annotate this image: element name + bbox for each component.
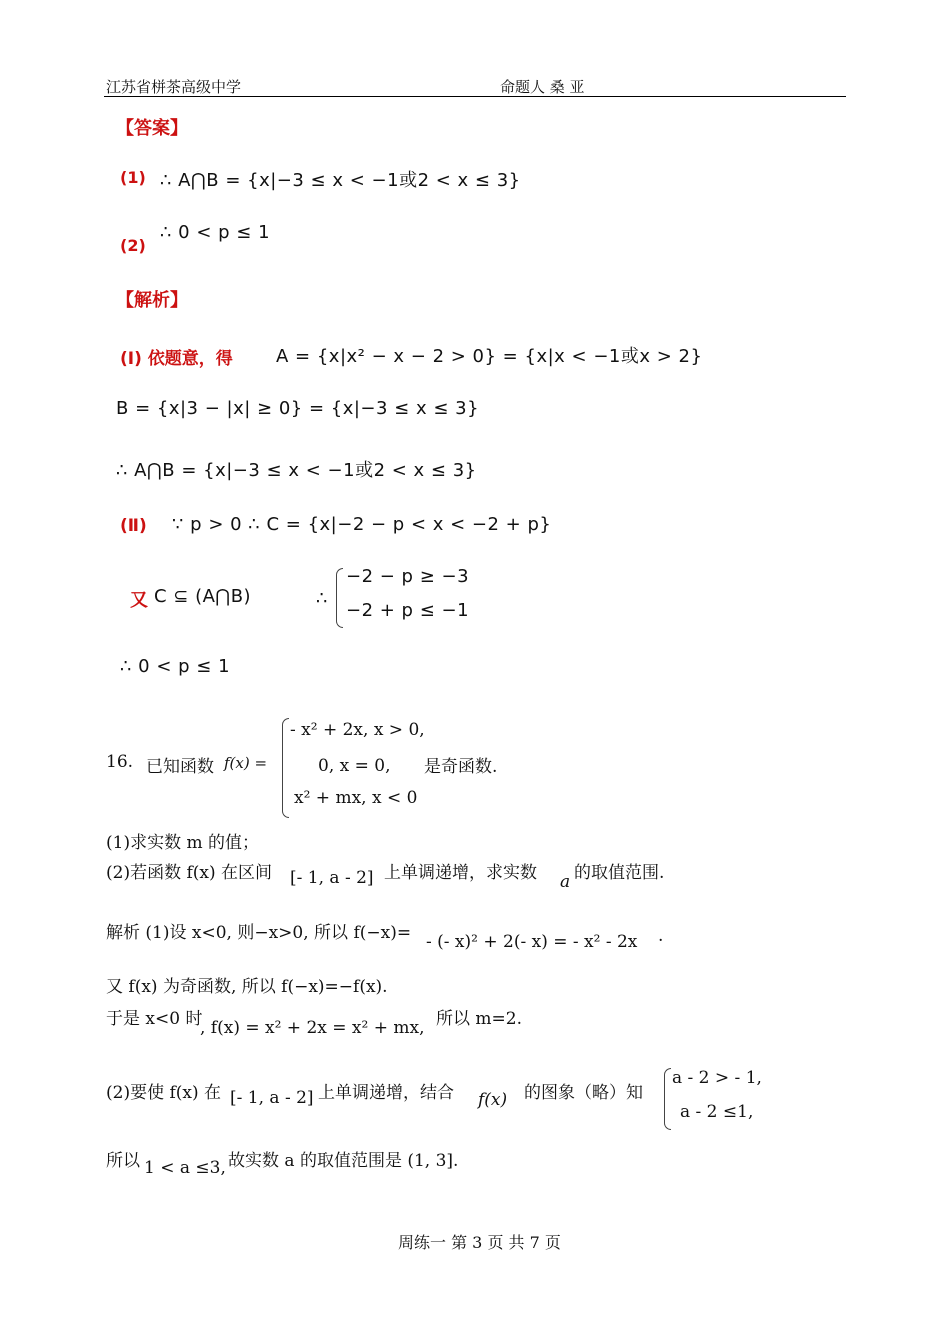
solution-line4-interval: [- 1, a - 2] [230,1088,314,1108]
q16-number: 16. [106,752,134,772]
solution-cond2: a - 2 ≤1, [680,1102,754,1122]
q16-sub2-a: (2)若函数 f(x) 在区间 [106,863,273,883]
solution-line3-c: 所以 m=2. [436,1009,522,1029]
solution-line1-dot: . [658,926,664,946]
solution-line4-b: 上单调递增，结合 [318,1083,454,1103]
solution-line4-fx: f(x) [478,1090,508,1110]
q16-sub1: (1)求实数 m 的值； [106,833,260,853]
analysis-part2-expr: ∵ p > 0 ∴ C = {x|−2 − p < x < −2 + p} [172,514,552,535]
analysis-also-expr: C ⊆ (A⋂B) [154,586,252,607]
solution-cond1: a - 2 > - 1, [672,1068,762,1088]
header-author: 命题人 桑 亚 [500,78,585,96]
piecewise-brace [282,718,289,818]
q16-sub2-c: 的取值范围. [574,863,665,883]
analysis-part1-label: (Ⅰ) 依题意，得 [120,349,233,369]
q16-sub2-interval: [- 1, a - 2] [290,868,374,888]
analysis-heading: 【解析】 [116,290,188,311]
solution-line4-a: (2)要使 f(x) 在 [106,1083,222,1103]
q16-stem: 已知函数 [146,757,214,777]
q16-case1: - x² + 2x, x > 0, [290,720,425,740]
analysis-part2-label: (Ⅱ) [120,516,147,536]
footer-page: 周练一 第 3 页 共 7 页 [398,1233,561,1252]
system-brace [336,568,343,628]
q16-fx: f(x) = [224,754,268,772]
q16-tail: 是奇函数. [424,757,498,777]
solution-line3-a: 于是 x<0 时 [106,1009,203,1029]
answer-item2-expr: ∴ 0 < p ≤ 1 [160,222,271,243]
q16-case3: x² + mx, x < 0 [294,788,418,808]
q16-sub2-b: 上单调递增，求实数 [384,863,537,883]
solution-line2: 又 f(x) 为奇函数, 所以 f(−x)=−f(x). [106,977,388,997]
analysis-also-label: 又 [130,590,148,611]
analysis-line-b: B = {x|3 − |x| ≥ 0} = {x|−3 ≤ x ≤ 3} [116,398,480,419]
condition-brace [664,1068,671,1130]
answer-item1-label: (1) [120,168,146,187]
analysis-final: ∴ 0 < p ≤ 1 [120,656,231,677]
analysis-line-ab: ∴ A⋂B = {x|−3 ≤ x < −1或2 < x ≤ 3} [116,460,477,481]
analysis-part1-expr: A = {x|x² − x − 2 > 0} = {x|x < −1或x > 2} [276,346,703,367]
solution-line5-a: 所以 [106,1151,140,1171]
q16-sub2-a-var: a [560,872,571,892]
solution-line1-b: - (- x)² + 2(- x) = - x² - 2x [426,932,638,952]
solution-line3-b: , f(x) = x² + 2x = x² + mx, [200,1018,425,1038]
analysis-therefore: ∴ [316,588,328,609]
q16-case2: 0, x = 0, [318,756,391,776]
analysis-sys1: −2 − p ≥ −3 [346,566,470,587]
solution-line5-b: 1 < a ≤3, [144,1158,226,1178]
answer-item1-expr: ∴ A⋂B = {x|−3 ≤ x < −1或2 < x ≤ 3} [160,170,521,191]
answer-item2-label: (2) [120,236,146,255]
solution-line5-c: 故实数 a 的取值范围是 (1, 3]. [228,1151,459,1171]
header-school: 江苏省栟茶高级中学 [106,78,242,96]
solution-line4-c: 的图象（略）知 [524,1083,643,1103]
solution-line1-a: 解析 (1)设 x<0, 则−x>0, 所以 f(−x)= [106,923,412,943]
header-rule [104,96,846,97]
analysis-sys2: −2 + p ≤ −1 [346,600,470,621]
answer-heading: 【答案】 [116,118,188,139]
